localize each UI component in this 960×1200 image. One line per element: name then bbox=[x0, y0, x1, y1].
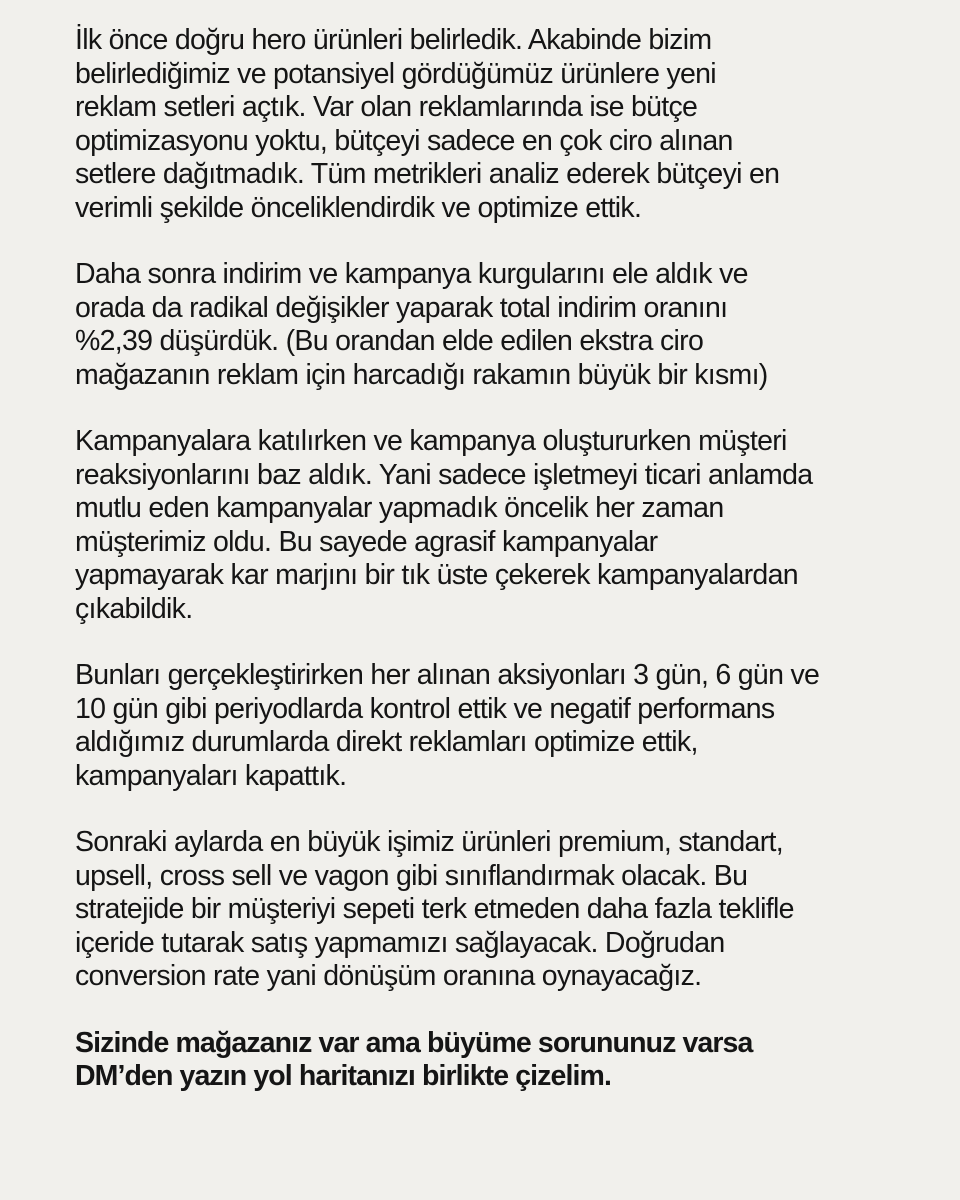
text-line: yapmayarak kar marjını bir tık üste çekerek kampanyalardan bbox=[75, 559, 798, 591]
text-line: orada da radikal değişikler yaparak total indirim oranını bbox=[75, 291, 728, 324]
text-line: reaksiyonlarını baz aldık. Yani sadece işletmeyi ticari anlamda bbox=[75, 458, 813, 491]
call-to-action bbox=[75, 1027, 905, 1094]
paragraph-hero-products bbox=[75, 24, 905, 225]
text-line: Daha sonra indirim ve kampanya kurgularını ele aldık ve bbox=[75, 258, 748, 290]
text-line: stratejide bir müşteriyi sepeti terk etmeden daha fazla teklifle bbox=[75, 893, 794, 925]
text-line: 10 gün gibi periyodlarda kontrol ettik ve negatif performans bbox=[75, 692, 775, 725]
text-line: upsell, cross sell ve vagon gibi sınıflandırmak olacak. Bu bbox=[75, 859, 748, 892]
paragraph-next-months bbox=[75, 826, 905, 994]
text-line: optimizasyonu yoktu, bütçeyi sadece en çok ciro alınan bbox=[75, 124, 733, 157]
text-line: belirlediğimiz ve potansiyel gördüğümüz ürünlere yeni bbox=[75, 57, 716, 90]
text-line: Sonraki aylarda en büyük işimiz ürünleri premium, standart, bbox=[75, 826, 783, 858]
text-line: conversion rate yani dönüşüm oranına oynayacağız. bbox=[75, 960, 702, 992]
text-line: içeride tutarak satış yapmamızı sağlayacak. Doğrudan bbox=[75, 926, 725, 959]
text-line: verimli şekilde önceliklendirdik ve optimize ettik. bbox=[75, 191, 642, 224]
text-line: aldığımız durumlarda direkt reklamları optimize ettik, bbox=[75, 726, 698, 758]
cta-line: Sizinde mağazanız var ama büyüme sorununuz varsa bbox=[75, 1026, 753, 1059]
text-line: İlk önce doğru hero ürünleri belirledik. Akabinde bizim bbox=[75, 24, 712, 56]
text-line: müşterimiz oldu. Bu sayede agrasif kampanyalar bbox=[75, 525, 658, 558]
text-line: setlere dağıtmadık. Tüm metrikleri analiz ederek bütçeyi en bbox=[75, 158, 780, 190]
text-line: Bunları gerçekleştirirken her alınan aksiyonları 3 gün, 6 gün ve bbox=[75, 659, 820, 691]
text-line: reklam setleri açtık. Var olan reklamlarında ise bütçe bbox=[75, 91, 698, 123]
paragraph-campaigns bbox=[75, 425, 905, 626]
text-line: %2,39 düşürdük. (Bu orandan elde edilen ekstra ciro bbox=[75, 325, 704, 357]
text-line: çıkabildik. bbox=[75, 592, 193, 625]
paragraph-periodic-control bbox=[75, 659, 905, 793]
text-line: mutlu eden kampanyalar yapmadık öncelik her zaman bbox=[75, 492, 724, 524]
paragraph-discounts bbox=[75, 258, 905, 392]
text-line: kampanyaları kapattık. bbox=[75, 759, 347, 792]
text-line: Kampanyalara katılırken ve kampanya oluştururken müşteri bbox=[75, 425, 787, 457]
post-body bbox=[75, 24, 905, 1127]
text-line: mağazanın reklam için harcadığı rakamın büyük bir kısmı) bbox=[75, 358, 768, 391]
cta-line: DM’den yazın yol haritanızı birlikte çizelim. bbox=[75, 1060, 611, 1092]
